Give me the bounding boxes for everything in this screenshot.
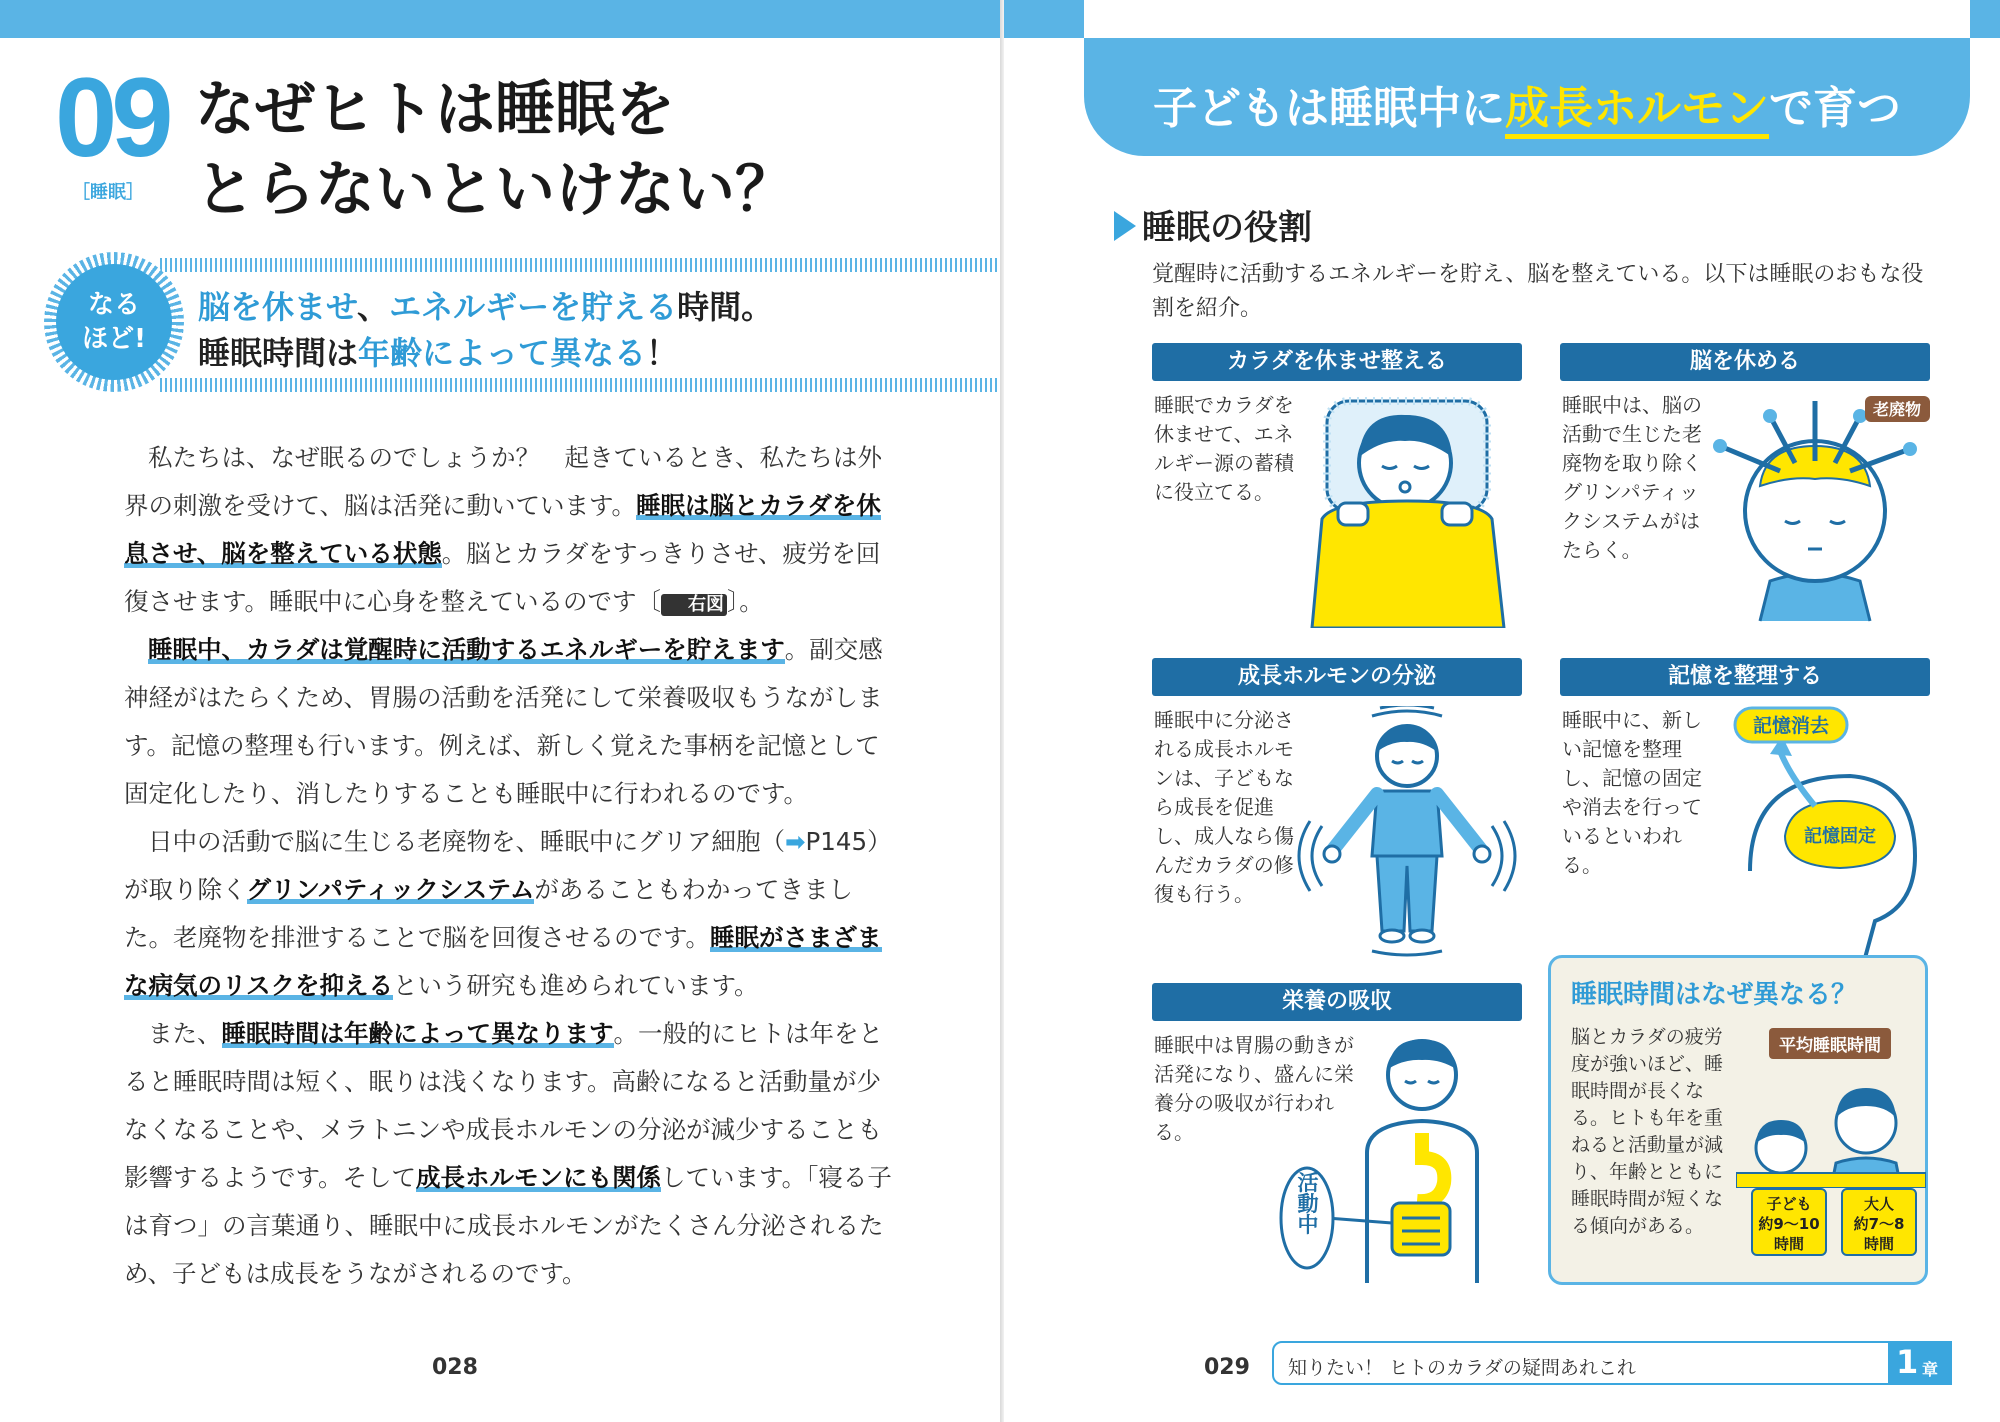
growing-child-illustration (1292, 706, 1522, 958)
adult-sleep-card (1841, 1188, 1917, 1256)
paragraph-4 (124, 1010, 894, 1298)
waste-label: 老廃物 (1872, 400, 1922, 419)
panel-rest-brain (1560, 343, 1930, 628)
section-heading (1114, 200, 1312, 249)
summary-line-2 (198, 328, 678, 374)
chapter-footer-tab (1272, 1341, 1952, 1385)
panel-title: 成長ホルモンの分泌 (1152, 658, 1522, 696)
panel-memory (1560, 658, 1930, 958)
panel-growth-hormone (1152, 658, 1522, 958)
summary-text: 、 (357, 288, 390, 326)
top-bar (1004, 0, 1084, 38)
info-text: 脳とカラダの疲労度が強いほど、睡眠時間が長くなる。ヒトも年を重ねると活動量が減り、年齢とともに睡眠時間が短くなる傾向がある。 (1571, 1026, 1724, 1237)
card-line: 約9〜10 (1758, 1215, 1820, 1233)
text-run: 。副交感神経がはたらくため、胃腸の活動を活発にして栄養吸収もうながします。記憶の整理も行います。例えば、新しく覚えた事柄を記憶として固定化したり、消したりすることも睡眠中に行われるのです。 (124, 635, 883, 808)
sleep-duration-box (1548, 955, 1928, 1285)
panel-nutrition (1152, 983, 1522, 1283)
text-run: があることもわかってきました。老廃物を排泄することで脳を回復させるのです。 (124, 875, 853, 952)
header-banner (1084, 38, 1970, 156)
panel-title: 記憶を整理する (1560, 658, 1930, 696)
active-label: 活動中 (1295, 1171, 1319, 1235)
page-number-left: 028 (432, 1355, 478, 1380)
card-line: 大人 (1863, 1195, 1894, 1213)
chapter-indicator (1888, 1341, 1952, 1385)
sleeping-child-illustration (1292, 391, 1522, 628)
text-run: また、 (148, 1019, 222, 1048)
badge-line-2: ほど! (82, 324, 146, 354)
panel-text: 睡眠中は胃腸の動きが活発になり、盛んに栄養分の吸収が行われる。 (1154, 1033, 1354, 1144)
text-run: 〕。 (727, 587, 764, 616)
emphasis: 睡眠がさまざまな病気のリスクを抑える (124, 923, 882, 1000)
summary-text: ！ (646, 334, 679, 372)
text-run: 。一般的にヒトは年をとると睡眠時間は短く、眠りは浅くなります。高齢になると活動量が少なくなることや、メラトニンや成長ホルモンの分泌が減少することも影響するようです。そして (124, 1019, 883, 1192)
arrow-right-icon: ➡ (785, 827, 806, 856)
panel-text: 睡眠中に、新しい記憶を整理し、記憶の固定や消去を行っているといわれる。 (1562, 708, 1702, 877)
card-line: 子ども (1766, 1195, 1812, 1213)
summary-highlight: エネルギーを貯える (389, 288, 678, 326)
banner-title (1084, 72, 1970, 136)
memory-erase-label: 記憶消去 (1752, 715, 1830, 737)
memory-fix-label: 記憶固定 (1804, 826, 1876, 847)
top-bar (0, 0, 1000, 38)
title-line-1: なぜヒトは睡眠を (195, 75, 675, 145)
title-line-2: とらないといけない？ (195, 155, 795, 225)
card-line: 約7〜8 (1853, 1215, 1905, 1233)
emphasis: 睡眠時間は年齢によって異なります (221, 1019, 614, 1048)
panel-title: 脳を休める (1560, 343, 1930, 381)
text-run: しています。「寝る子は育つ」の言葉通り、睡眠中に成長ホルモンがたくさん分泌されるため、子どもは成長をうながされるのです。 (124, 1163, 892, 1288)
emphasis: 睡眠中、カラダは覚醒時に活動するエネルギーを貯えます (148, 635, 785, 664)
brain-waste-illustration (1700, 391, 1930, 628)
summary-box (40, 250, 1000, 400)
banner-text: 子どもは睡眠中に (1153, 83, 1505, 134)
panel-rest-body (1152, 343, 1522, 628)
right-page (1004, 0, 2000, 1422)
intro-text: 覚醒時に活動するエネルギーを貯え、脳を整えている。以下は睡眠のおもな役割を紹介。 (1152, 262, 1924, 321)
digestion-illustration (1272, 1023, 1522, 1283)
chapter-number: 09 (55, 55, 168, 180)
summary-highlight: 脳を休ませ (198, 288, 358, 326)
text-run: 日中の活動で脳に生じる老廃物を、睡眠中にグリア細胞（ (148, 827, 785, 856)
badge-line-1: なる (87, 290, 140, 320)
child-sleep-card (1751, 1188, 1827, 1256)
text-run: が取り除く (124, 875, 247, 904)
summary-line-1 (198, 282, 773, 328)
naruhodo-badge-inner (56, 264, 172, 380)
chapter-tag: ［睡眠］ (72, 182, 144, 203)
footer-text: 知りたい！ ヒトのカラダの疑問あれこれ (1288, 1357, 1636, 1379)
naruhodo-badge (44, 252, 184, 392)
panel-title: 栄養の吸収 (1152, 983, 1522, 1021)
emphasis: グリンパティックシステム (246, 875, 535, 904)
page-ref: P145） (805, 827, 892, 856)
card-line: 時間 (1863, 1235, 1894, 1253)
average-sleep-badge: 平均睡眠時間 (1769, 1028, 1891, 1059)
paragraph-3 (124, 818, 894, 1010)
summary-text: 睡眠時間は (198, 334, 359, 372)
text-run: 私たちは、なぜ眠るのでしょうか？ 起きているとき、私たちは外界の刺激を受けて、脳は活発に動いています。 (124, 443, 883, 520)
summary-text: 時間。 (677, 288, 774, 326)
panel-text: 睡眠中に分泌される成長ホルモンは、子どもなら成長を促進し、成人なら傷んだカラダの修復も行う。 (1154, 708, 1294, 906)
triangle-marker-icon (1114, 211, 1136, 241)
banner-text: で育つ (1769, 83, 1901, 134)
summary-stripe-top (160, 258, 1000, 272)
card-line: 時間 (1773, 1235, 1804, 1253)
panel-text: 睡眠でカラダを休ませて、エネルギー源の蓄積に役立てる。 (1154, 393, 1294, 504)
top-bar (1970, 0, 2000, 38)
figure-ref: 右図 (661, 594, 727, 616)
paragraph-1 (124, 434, 894, 626)
page-number-right: 029 (1204, 1355, 1250, 1380)
memory-brain-illustration (1700, 706, 1930, 958)
info-title: 睡眠時間はなぜ異なる？ (1571, 980, 1858, 1010)
paragraph-2 (124, 626, 894, 818)
summary-highlight: 年齢によって異なる (358, 334, 647, 372)
emphasis: 成長ホルモンにも関係 (416, 1163, 662, 1192)
section-title: 睡眠の役割 (1142, 208, 1312, 248)
panel-text: 睡眠中は、脳の活動で生じた老廃物を取り除くグリンパティックシステムがはたらく。 (1562, 393, 1702, 562)
emphasis: 睡眠は脳とカラダを休息させ、脳を整えている状態 (124, 491, 881, 568)
text-run: 。脳とカラダをすっきりさせ、疲労を回復させます。睡眠中に心身を整えているのです〔 (124, 539, 881, 616)
text-run: という研究も進められています。 (393, 971, 759, 1000)
chapter-suffix: 章 (1922, 1360, 1939, 1379)
body-text (124, 434, 894, 1298)
page-title (195, 70, 995, 230)
chapter-num: 1 (1896, 1343, 1919, 1381)
child-adult-illustration (1736, 1058, 1926, 1188)
banner-highlight: 成長ホルモン (1505, 83, 1769, 139)
summary-stripe-bottom (160, 378, 1000, 392)
panel-title: カラダを休ませ整える (1152, 343, 1522, 381)
